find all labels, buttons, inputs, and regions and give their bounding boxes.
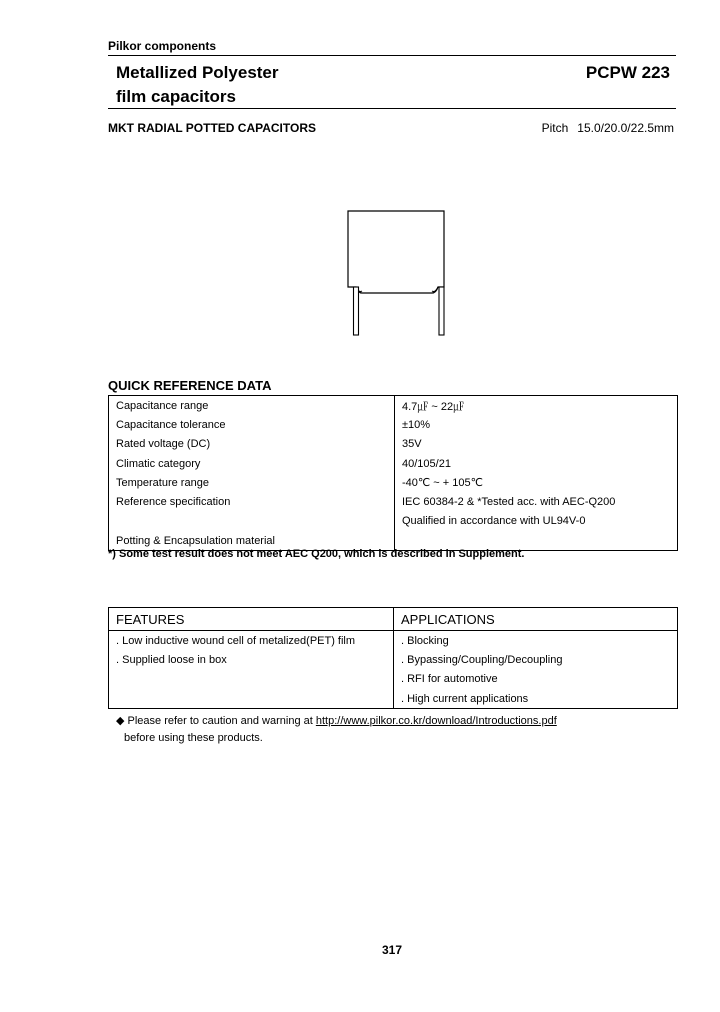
table-row bbox=[109, 492, 678, 511]
product-title bbox=[116, 61, 279, 109]
table-row bbox=[109, 689, 678, 709]
application-item: . Blocking bbox=[401, 634, 449, 647]
page-number: 317 bbox=[382, 943, 403, 957]
feature-item: . Low inductive wound cell of metalized(PET) film bbox=[109, 631, 394, 651]
application-item: . Bypassing/Coupling/Decoupling bbox=[401, 653, 563, 666]
capacitor-type: MKT RADIAL POTTED CAPACITORS bbox=[108, 121, 317, 135]
test-footnote: *) Some test result does not meet AEC Q200, which is described in Supplement. bbox=[108, 548, 525, 560]
row-value: Qualified in accordance with UL94V-0 bbox=[402, 515, 586, 528]
feature-item bbox=[109, 689, 394, 709]
row-label bbox=[109, 512, 395, 531]
caution-prefix: ◆ Please refer to caution and warning at bbox=[116, 715, 316, 727]
row-value: -40℃ ~ + 105℃ bbox=[402, 477, 483, 490]
row-label: Temperature range bbox=[109, 473, 395, 492]
pitch-value: 15.0/20.0/22.5mm bbox=[577, 121, 674, 135]
row-value: 4.7㎌ ~ 22㎌ bbox=[402, 400, 465, 413]
introductions-link[interactable]: http://www.pilkor.co.kr/download/Introductions.pdf bbox=[315, 715, 557, 727]
table-row bbox=[109, 473, 678, 492]
quick-reference-table bbox=[108, 395, 678, 551]
features-applications-table bbox=[108, 607, 678, 709]
caution-note bbox=[116, 713, 557, 747]
pitch-info bbox=[542, 121, 674, 135]
caution-line1 bbox=[116, 713, 557, 730]
row-value: 40/105/21 bbox=[402, 457, 451, 470]
header-rule-bottom bbox=[108, 108, 676, 109]
table-row bbox=[109, 670, 678, 689]
table-header-row bbox=[109, 608, 678, 631]
table-row bbox=[109, 454, 678, 473]
table-row bbox=[109, 631, 678, 651]
capacitor-lead-right bbox=[439, 287, 444, 335]
part-number: PCPW 223 bbox=[585, 63, 670, 82]
capacitor-illustration bbox=[340, 205, 460, 340]
row-label: Rated voltage (DC) bbox=[109, 435, 395, 454]
application-item: . RFI for automotive bbox=[401, 673, 498, 686]
table-row bbox=[109, 415, 678, 434]
company-name: Pilkor components bbox=[108, 39, 217, 53]
quick-reference-heading: QUICK REFERENCE DATA bbox=[108, 378, 272, 393]
table-row bbox=[109, 650, 678, 669]
table-row bbox=[109, 435, 678, 454]
product-title-line2: film capacitors bbox=[116, 87, 236, 106]
application-item: . High current applications bbox=[401, 692, 529, 705]
caution-line2: before using these products. bbox=[124, 732, 263, 744]
product-title-line1: Metallized Polyester bbox=[116, 63, 279, 82]
row-label: Potting & Encapsulation material bbox=[109, 531, 395, 551]
header-rule-top bbox=[108, 55, 676, 56]
row-value: ±10% bbox=[402, 418, 431, 431]
table-row bbox=[109, 396, 678, 416]
row-value: IEC 60384-2 & *Tested acc. with AEC-Q200 bbox=[402, 496, 616, 509]
row-value: 35V bbox=[402, 438, 422, 451]
capacitor-lead-left bbox=[354, 287, 359, 335]
capacitor-body bbox=[348, 211, 444, 293]
row-label: Capacitance tolerance bbox=[109, 415, 395, 434]
row-label: Climatic category bbox=[109, 454, 395, 473]
row-label: Reference specification bbox=[109, 492, 395, 511]
pitch-label: Pitch bbox=[541, 121, 569, 135]
feature-item: . Supplied loose in box bbox=[109, 650, 394, 669]
row-label: Capacitance range bbox=[109, 396, 395, 416]
feature-item bbox=[109, 670, 394, 689]
features-heading: FEATURES bbox=[109, 608, 394, 631]
applications-heading: APPLICATIONS bbox=[394, 608, 678, 631]
table-row bbox=[109, 512, 678, 531]
